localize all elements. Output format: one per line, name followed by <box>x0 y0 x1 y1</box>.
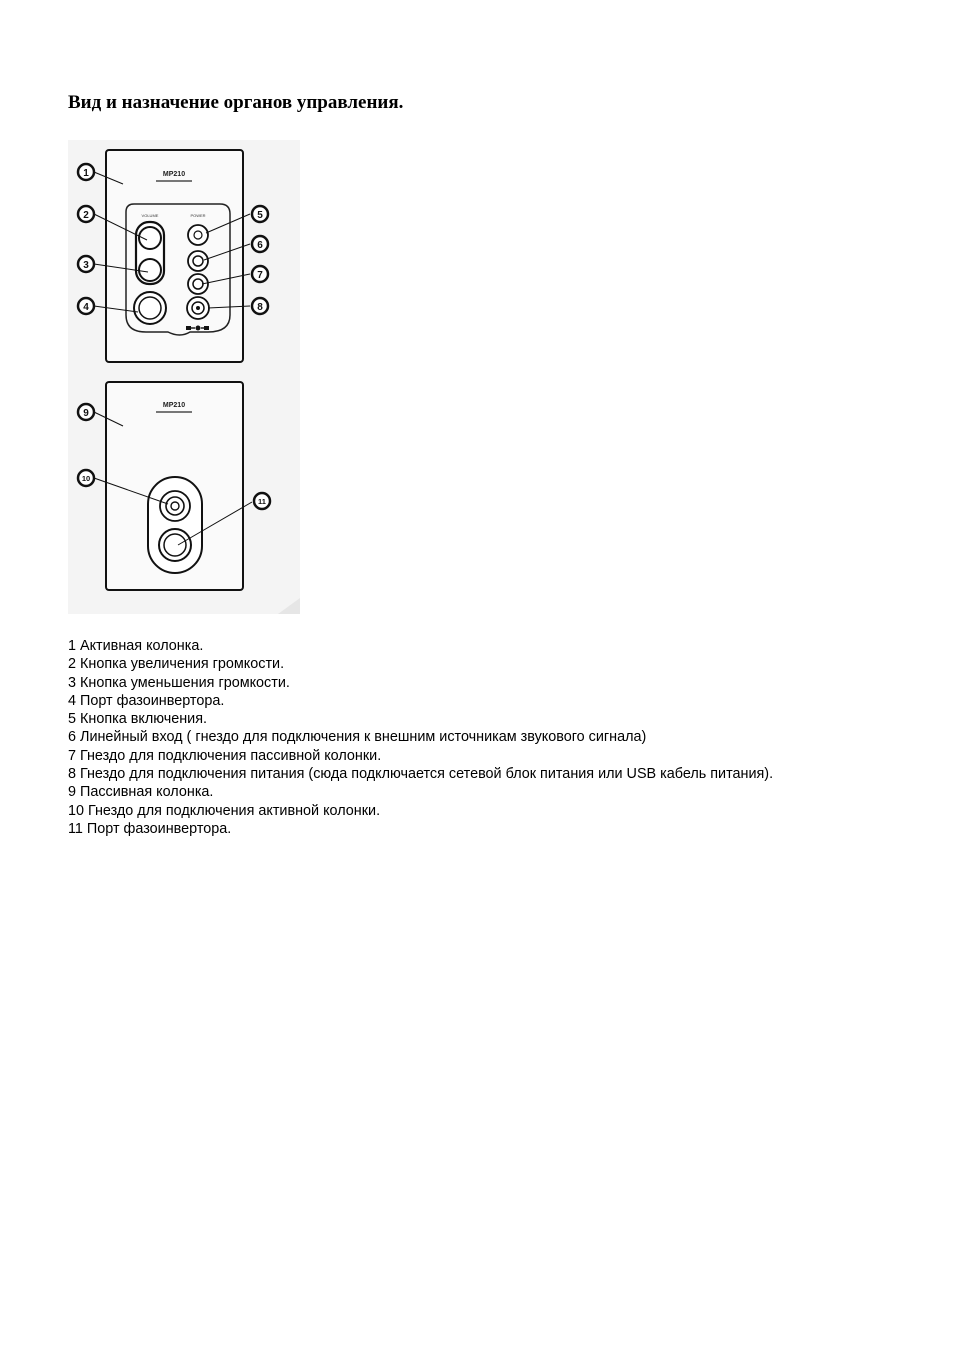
callout-3 <box>78 256 94 272</box>
svg-text:4: 4 <box>83 302 89 313</box>
power-label: POWER <box>190 213 206 218</box>
line-in-jack <box>188 251 208 271</box>
legend-item: 1 Активная колонка. <box>68 638 204 654</box>
legend-item: 3 Кнопка уменьшения громкости. <box>68 674 290 691</box>
svg-text:2: 2 <box>83 210 89 221</box>
passive-speaker-jack <box>188 274 208 294</box>
legend-item: 2 Кнопка увеличения громкости. <box>68 656 285 673</box>
passive-speaker <box>94 382 252 590</box>
model-label-top: MP210 <box>162 171 186 178</box>
callout-4 <box>78 298 94 314</box>
svg-text:6: 6 <box>257 240 263 251</box>
callout-2 <box>78 206 94 222</box>
svg-text:1: 1 <box>83 168 89 179</box>
callout-10 <box>78 470 94 486</box>
svg-text:3: 3 <box>83 260 89 271</box>
svg-text:9: 9 <box>83 408 89 419</box>
legend-item: 11 Порт фазоинвертора. <box>68 820 232 837</box>
legend-item: 4 Порт фазоинвертора. <box>68 692 225 709</box>
callout-11 <box>254 493 270 509</box>
page-heading: Вид и назначение органов управления. <box>68 92 404 113</box>
legend-item: 8 Гнездо для подключения питания (сюда подключается сетевой блок питания или USB кабель питания). <box>68 766 774 783</box>
legend-list <box>68 637 773 838</box>
legend-item: 9 Пассивная колонка. <box>68 784 214 801</box>
svg-text:11: 11 <box>258 497 266 506</box>
active-speaker <box>94 150 250 362</box>
callout-5 <box>252 206 268 222</box>
svg-text:8: 8 <box>257 302 263 313</box>
svg-text:7: 7 <box>257 270 263 281</box>
legend-item: 10 Гнездо для подключения активной колонки. <box>68 802 381 819</box>
legend-item: 6 Линейный вход ( гнездо для подключения к внешним источникам звукового сигнала) <box>68 729 647 746</box>
legend-item: 5 Кнопка включения. <box>68 711 207 728</box>
svg-text:10: 10 <box>81 474 91 483</box>
callout-8 <box>252 298 268 314</box>
legend-item: 7 Гнездо для подключения пассивной колонки. <box>68 747 382 764</box>
volume-label: VOLUME <box>141 213 159 218</box>
speaker-diagram <box>68 140 300 614</box>
svg-text:5: 5 <box>257 210 263 221</box>
volume-down-button <box>139 259 161 281</box>
power-button <box>188 225 208 245</box>
model-label-bottom: MP210 <box>162 402 186 409</box>
active-speaker-jack <box>160 491 190 521</box>
callout-9 <box>78 404 94 420</box>
callout-6 <box>252 236 268 252</box>
callout-7 <box>252 266 268 282</box>
callout-1 <box>78 164 94 180</box>
